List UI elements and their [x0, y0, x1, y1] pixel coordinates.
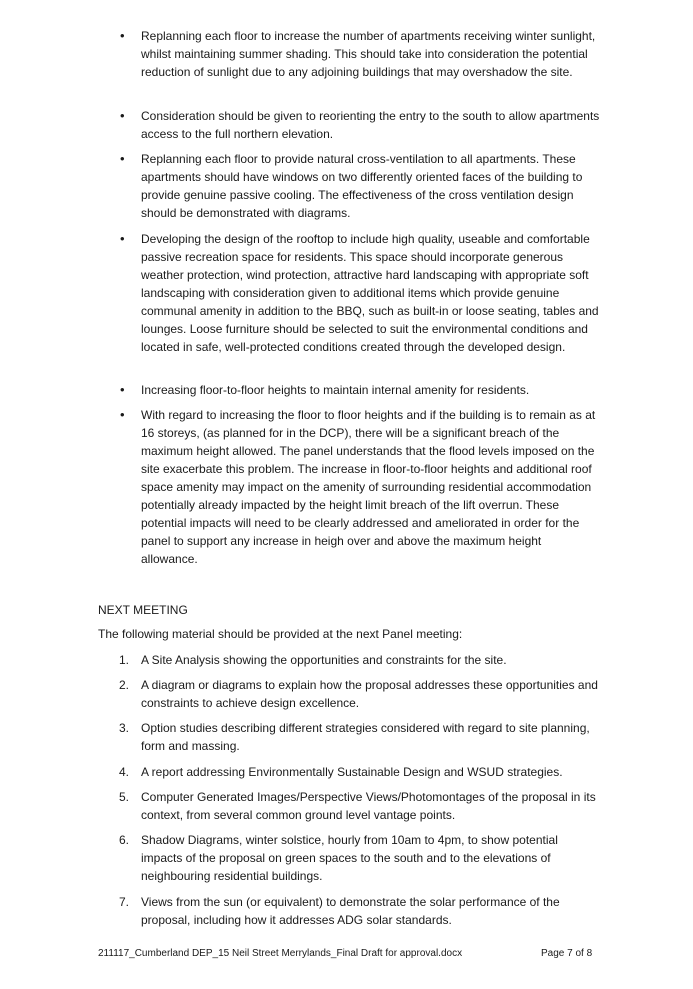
numbered-item [119, 788, 601, 824]
numbered-item [119, 676, 601, 712]
numbered-item [119, 831, 601, 885]
bullet-item: • Replanning each floor to increase the number of apartments receiving winter sunlight, whilst maintaining summer shading. This should take into consideration the potential reduction of sunlight due to any adjoining buildings that may overshadow the site. [141, 27, 601, 81]
item-text: A Site Analysis showing the opportunities and constraints for the site. [141, 653, 507, 667]
bullet-item: • Replanning each floor to provide natural cross-ventilation to all apartments. These apartments should have windows on two differently oriented faces of the building to provide genuine passive cooling. The effectiveness of the cross ventilation design should be demonstrated with diagrams. [141, 150, 601, 222]
item-text: Computer Generated Images/Perspective Views/Photomontages of the proposal in its context, from several common ground level vantage points. [141, 790, 596, 822]
bullet-item: • Developing the design of the rooftop to include high quality, useable and comfortable passive recreation space for residents. This space should incorporate generous weather protection, wind protection, attractive hard landscaping with appropriate soft landscaping with consideration given to additional items which provide genuine communal amenity in addition to the BBQ, such as built-in or loose seating, tables and lounges. Loose furniture should be selected to suit the environmental conditions and located in safe, well-protected conditions created through the developed design. [141, 230, 601, 356]
numbered-item [119, 893, 601, 929]
numbered-item [119, 651, 601, 669]
item-number: 1. [119, 653, 130, 667]
item-number: 3. [119, 721, 130, 735]
numbered-item [119, 719, 601, 755]
numbered-item [119, 763, 601, 781]
item-text: A diagram or diagrams to explain how the proposal addresses these opportunities and constraints to achieve design excellence. [141, 678, 598, 710]
item-text: Shadow Diagrams, winter solstice, hourly from 10am to 4pm, to show potential impacts of the proposal on green spaces to the south and to the elevations of neighbouring residential buildings. [141, 833, 558, 883]
item-text: Views from the sun (or equivalent) to demonstrate the solar performance of the proposal, including how it addresses ADG solar standards. [141, 895, 560, 927]
item-number: 2. [119, 678, 130, 692]
item-text: Option studies describing different strategies considered with regard to site planning, form and massing. [141, 721, 590, 753]
item-number: 4. [119, 765, 130, 779]
footer-page-number: Page 7 of 8 [541, 948, 593, 959]
section-intro: The following material should be provided at the next Panel meeting: [98, 627, 463, 641]
section-heading: NEXT MEETING [98, 603, 188, 617]
item-number: 6. [119, 833, 130, 847]
footer-filename: 211117_Cumberland DEP_15 Neil Street Merrylands_Final Draft for approval.docx [98, 948, 463, 959]
item-text: A report addressing Environmentally Sustainable Design and WSUD strategies. [141, 765, 563, 779]
item-number: 5. [119, 790, 130, 804]
item-number: 7. [119, 895, 130, 909]
bullet-item: • With regard to increasing the floor to floor heights and if the building is to remain as at 16 storeys, (as planned for in the DCP), there will be a significant breach of the maximum height allowed. The panel understands that the flood levels imposed on the site exacerbate this problem. The increase in floor-to-floor heights and additional roof space amenity may impact on the amenity of surrounding residential accommodation potentially already impacted by the height limit breach of the lift overrun. These potential impacts will need to be clearly addressed and ameliorated in order for the panel to support any increase in heigh over and above the maximum height allowance. [141, 406, 601, 568]
bullet-item: • Increasing floor-to-floor heights to maintain internal amenity for residents. [141, 381, 601, 399]
bullet-item: • Consideration should be given to reorienting the entry to the south to allow apartments access to the full northern elevation. [141, 107, 601, 143]
